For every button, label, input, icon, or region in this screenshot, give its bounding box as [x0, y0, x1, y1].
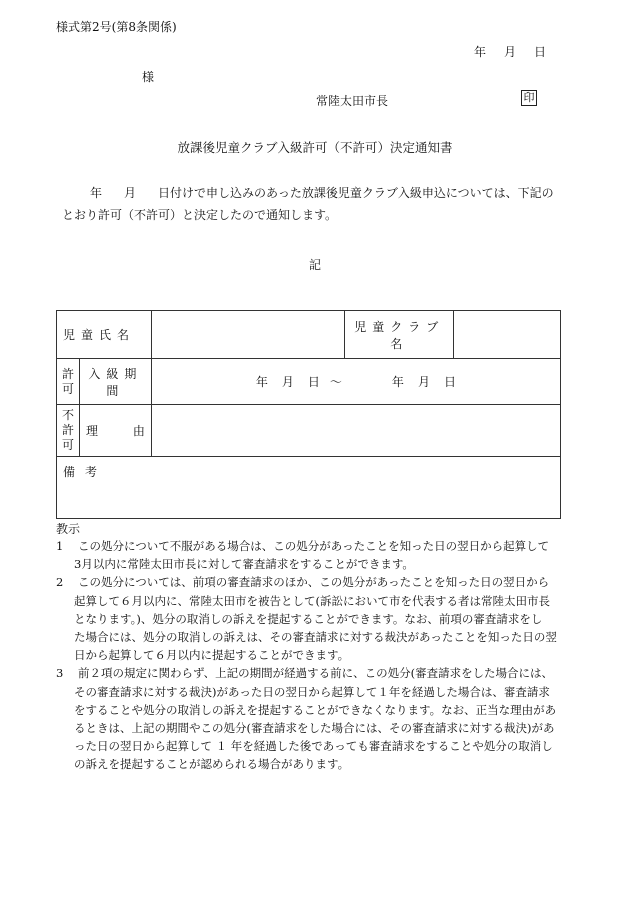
deny-label: 不 許 可 [57, 405, 80, 457]
row-deny [57, 405, 561, 457]
intro-paragraph [56, 182, 578, 226]
note-1 [56, 537, 578, 573]
intro-month: 月 [124, 186, 137, 200]
child-name-label: 児童氏名 [57, 311, 152, 359]
period-year-2: 年 [391, 375, 404, 389]
intro-line-1 [56, 182, 578, 204]
remarks-label: 備考 [63, 465, 108, 479]
issue-date-day: 日 [534, 45, 547, 59]
row-remarks [57, 457, 561, 519]
period-year-1: 年 [255, 375, 268, 389]
child-name-value [151, 311, 345, 359]
note-number: 1 [56, 539, 64, 553]
period-day-1: 日 [307, 375, 320, 389]
note-text: 前２項の規定に関わらず、上記の期間が経過する前に、この処分(審査請求をした場合には、 その審査請求に対する裁決)があった日の翌日から起算して１年を経過した場合は、審査請求 をすることや処分の取消しの訴えを提起することができなくなります。なお、正当な理由があ るときは、上記の期間やこの処分(審査請求をした場合には、その審査請求に対する裁決)があ った日の翌日から起算して １ 年を経過した後であっても審査請求をすることや処分の取消し の訴えを提起することが認められる場合があります。 [74, 666, 557, 772]
note-text: この処分について不服がある場合は、この処分があったことを知った日の翌日から起算して 3月以内に常陸太田市長に対して審査請求をすることができます。 [74, 539, 550, 572]
period-value [151, 359, 560, 405]
period-day-2: 日 [443, 375, 456, 389]
form-number: 様式第2号(第8条関係) [56, 20, 177, 34]
issue-date [474, 43, 546, 60]
club-name-value [454, 311, 561, 359]
intro-year: 年 [90, 186, 103, 200]
seal-mark: 印 [521, 90, 537, 106]
issue-date-year: 年 [474, 45, 487, 59]
period-month-2: 月 [417, 375, 430, 389]
permit-label: 許 可 [57, 359, 80, 405]
note-text: この処分については、前項の審査請求のほか、この処分があったことを知った日の翌日から 起算して６月以内に、常陸太田市を被告として(訴訟において市を代表する者は常陸太田市長 となります。)、処分の取消しの訴えを提起することができます。なお、前項の審査請求をし た場合には、処分の取消しの訴えは、その審査請求に対する裁決があったことを知った日の翌 日から起算して６月以内に提起することができます。 [74, 575, 557, 663]
row-child-name [57, 311, 561, 359]
note-2 [56, 573, 578, 664]
issuer: 常陸太田市長 [316, 94, 389, 108]
instruction-title: 教示 [56, 522, 81, 536]
note-number: 2 [56, 575, 64, 590]
club-name-label: 児童クラブ名 [345, 311, 454, 359]
intro-line-2: とおり許可（不許可）と決定したので通知します。 [62, 208, 338, 222]
intro-line-1-rest: 日付けで申し込みのあった放課後児童クラブ入級申込については、下記の [158, 186, 554, 200]
remarks [57, 457, 561, 519]
decision-table [56, 310, 561, 519]
instruction-notes [56, 537, 578, 774]
document-title: 放課後児童クラブ入級許可（不許可）決定通知書 [177, 140, 453, 155]
row-permit [57, 359, 561, 405]
reason-value [151, 405, 560, 457]
issue-date-month: 月 [504, 45, 517, 59]
note-3 [56, 664, 578, 773]
period-month-1: 月 [281, 375, 294, 389]
note-number: 3 [56, 666, 64, 681]
ki-heading: 記 [308, 258, 321, 272]
reason-label: 理 由 [79, 405, 151, 457]
addressee-suffix: 様 [142, 70, 155, 84]
period-label: 入級期間 [79, 359, 151, 405]
period-tilde: ～ [329, 375, 342, 389]
